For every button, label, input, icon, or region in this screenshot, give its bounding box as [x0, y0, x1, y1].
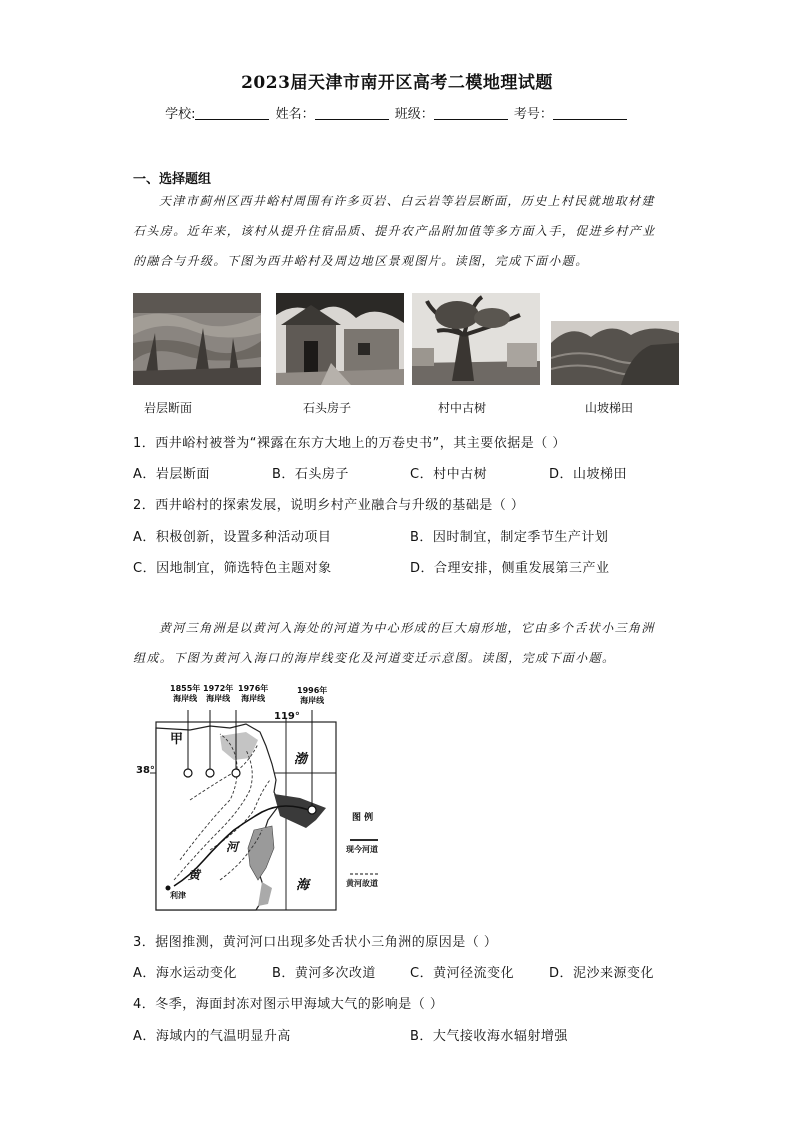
label-he: 河	[226, 840, 239, 854]
label-1976-text: 海岸线	[241, 694, 266, 703]
label-bo: 渤	[294, 752, 308, 767]
number-blank	[553, 106, 627, 120]
q3-option-a: A．海水运动变化	[133, 966, 237, 981]
label-1996-coast	[297, 686, 327, 706]
class-blank	[434, 106, 508, 120]
class-label: 班级：	[394, 107, 434, 122]
caption-stone-house: 石头房子	[302, 401, 351, 415]
exam-title: 2023届天津市南开区高考二模地理试题	[241, 73, 553, 93]
q3-option-d: D．泥沙来源变化	[549, 966, 655, 981]
q3-option-c: C．黄河径流变化	[410, 966, 515, 981]
label-1972-year: 1972年	[203, 684, 234, 693]
q1-option-d: D．山坡梯田	[549, 467, 628, 482]
q4-option-a: A．海域内的气温明显升高	[133, 1029, 291, 1044]
yellow-river-delta-map	[136, 680, 400, 916]
question-1: 1．西井峪村被誉为“裸露在东方大地上的万卷史书”，其主要依据是（ ）	[133, 436, 566, 451]
q4-option-b: B．大气接收海水辐射增强	[410, 1029, 568, 1044]
school-blank	[195, 106, 269, 120]
label-hai: 海	[296, 878, 310, 893]
question-2: 2．西井峪村的探索发展，说明乡村产业融合与升级的基础是（ ）	[133, 498, 525, 513]
q2-option-a: A．积极创新，设置多种活动项目	[133, 530, 332, 545]
q1-option-a: A．岩层断面	[133, 467, 210, 482]
q3-option-b: B．黄河多次改道	[272, 966, 376, 981]
q1-option-c: C．村中古树	[410, 467, 488, 482]
name-blank	[315, 106, 389, 120]
photo-stone-house	[276, 293, 404, 385]
label-huang: 黄	[188, 868, 201, 882]
label-jia: 甲	[170, 732, 184, 747]
label-1972-text: 海岸线	[206, 694, 231, 703]
q2-option-b: B．因时制宜，制定季节生产计划	[410, 530, 609, 545]
caption-terraced-fields: 山坡梯田	[584, 401, 633, 415]
label-1855-text: 海岸线	[173, 694, 198, 703]
longitude-label: 119°	[274, 711, 300, 722]
label-1972-coast	[203, 684, 233, 704]
caption-rock-strata: 岩层断面	[143, 401, 192, 415]
label-1976-year: 1976年	[238, 684, 269, 693]
label-1996-text: 海岸线	[300, 696, 325, 705]
caption-old-tree: 村中古树	[437, 401, 486, 415]
label-1855-coast	[170, 684, 200, 704]
question-3: 3．据图推测，黄河河口出现多处舌状小三角洲的原因是（ ）	[133, 935, 498, 950]
passage-2: 黄河三角洲是以黄河入海处的河道为中心形成的巨大扇形地，它由多个舌状小三角洲组成。下图为黄河入海口的海岸线变化及河道变迁示意图。读图，完成下面小题。	[133, 621, 655, 665]
photo-terraced-fields	[551, 293, 679, 385]
label-lijin: 利津	[170, 891, 186, 900]
name-label: 姓名：	[275, 107, 315, 122]
legend-title: 图 例	[352, 813, 374, 823]
latitude-label: 38°	[136, 765, 155, 776]
question-4: 4．冬季，海面封冻对图示甲海域大气的影响是（ ）	[133, 997, 444, 1012]
passage-1: 天津市蓟州区西井峪村周围有许多页岩、白云岩等岩层断面，历史上村民就地取材建石头房。近年来，该村从提升住宿品质、提升农产品附加值等多方面入手，促进乡村产业的融合与升级。下图为西井峪村及周边地区景观图片。读图，完成下面小题。	[133, 194, 656, 268]
photo-rock-strata	[133, 293, 261, 385]
label-1855-year: 1855年	[170, 684, 201, 693]
photo-old-tree	[412, 293, 540, 385]
q2-option-d: D．合理安排，侧重发展第三产业	[410, 561, 610, 576]
q2-option-c: C．因地制宜，筛选特色主题对象	[133, 561, 332, 576]
legend-current-river: 现今河道	[346, 845, 378, 854]
label-1976-coast	[238, 684, 268, 704]
school-label: 学校:	[165, 107, 196, 122]
legend-old-river: 黄河故道	[346, 879, 378, 888]
label-1996-year: 1996年	[297, 686, 328, 695]
student-info-line	[0, 103, 794, 122]
number-label: 考号：	[513, 107, 553, 122]
q1-option-b: B．石头房子	[272, 467, 349, 482]
section-heading: 一、选择题组	[133, 172, 212, 187]
